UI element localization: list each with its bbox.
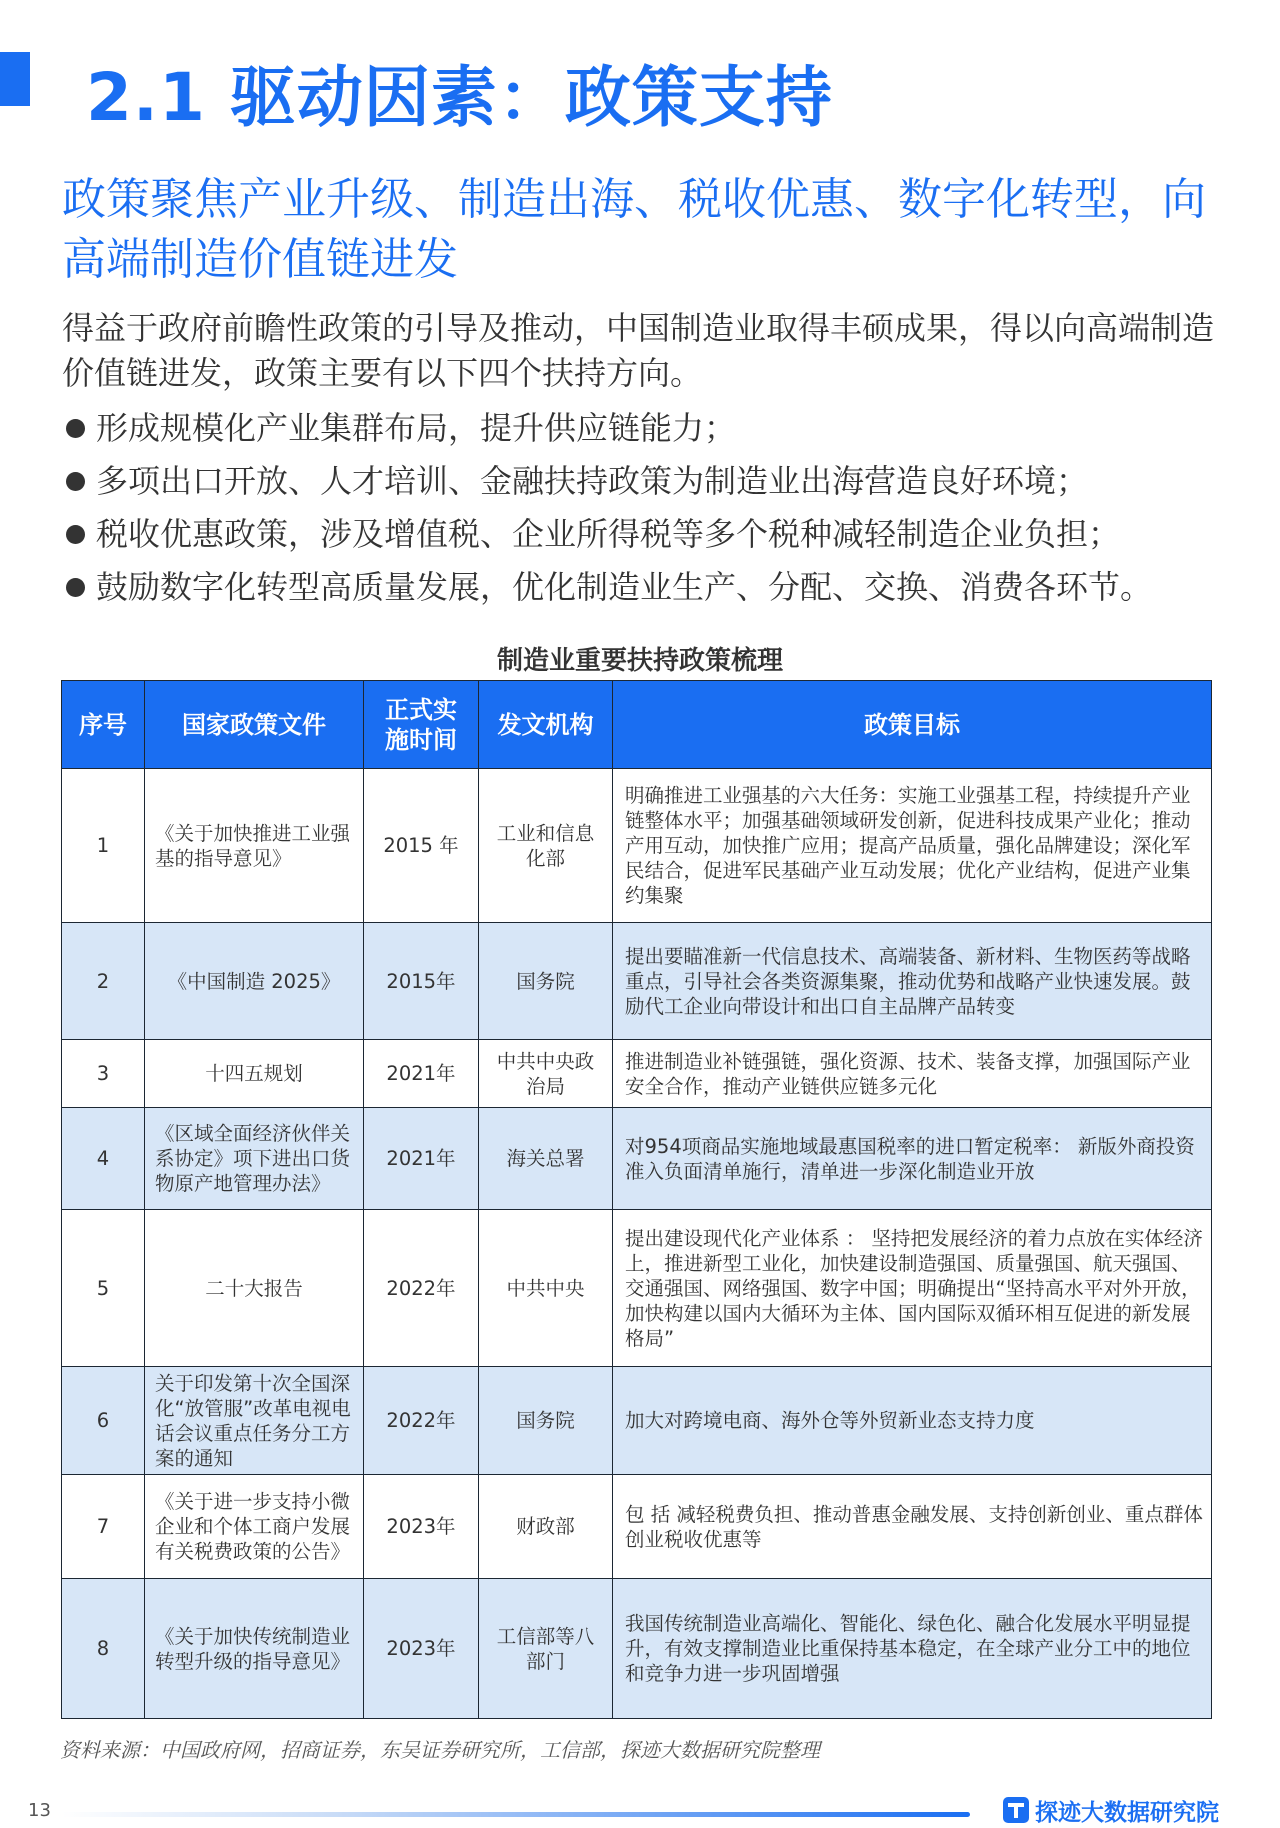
- cell-org: 工信部等八部门: [479, 1579, 613, 1719]
- page-number: 13: [28, 1800, 51, 1821]
- bullet-dot-icon: [66, 472, 85, 491]
- cell-no: 3: [62, 1040, 145, 1108]
- table-row: [62, 1367, 1212, 1475]
- policy-table: [61, 680, 1212, 1719]
- table-row: [62, 1210, 1212, 1367]
- brand-logo-icon: [1003, 1797, 1029, 1823]
- cell-goal: 提出建设现代化产业体系 ： 坚持把发展经济的着力点放在实体经济上，推进新型工业化，加快建设制造强国、质量强国、航天强国、交通强国、网络强国、数字中国；明确提出“坚持高水平对外开放，加快构建以国内大循环为主体、国内国际双循环相互促进的新发展格局”: [613, 1210, 1212, 1367]
- cell-no: 1: [62, 769, 145, 923]
- cell-goal: 提出要瞄准新一代信息技术、高端装备、新材料、生物医药等战略重点，引导社会各类资源集聚，推动优势和战略产业快速发展。鼓励代工企业向带设计和出口自主品牌产品转变: [613, 923, 1212, 1040]
- cell-date: 2023年: [364, 1475, 479, 1579]
- table-row: [62, 923, 1212, 1040]
- table-header-row: [62, 681, 1212, 769]
- header-doc: 国家政策文件: [145, 681, 364, 769]
- cell-doc: 《关于加快推进工业强基的指导意见》: [145, 769, 364, 923]
- bullet-item: [62, 567, 1262, 620]
- cell-date: 2023年: [364, 1579, 479, 1719]
- cell-no: 4: [62, 1108, 145, 1210]
- cell-date: 2022年: [364, 1210, 479, 1367]
- cell-doc: 十四五规划: [145, 1040, 364, 1108]
- cell-date: 2022年: [364, 1367, 479, 1475]
- table-row: [62, 1475, 1212, 1579]
- bullet-text: 形成规模化产业集群布局，提升供应链能力；: [96, 409, 737, 447]
- cell-org: 海关总署: [479, 1108, 613, 1210]
- brand-name: 探迹大数据研究院: [1035, 1799, 1219, 1826]
- bullet-text: 多项出口开放、人才培训、金融扶持政策为制造业出海营造良好环境；: [96, 462, 1089, 500]
- bullet-item: [62, 408, 1262, 461]
- cell-doc: 关于印发第十次全国深化“放管服”改革电视电话会议重点任务分工方案的通知: [145, 1367, 364, 1475]
- source-note: 资料来源：中国政府网，招商证券，东吴证券研究所，工信部，探迹大数据研究院整理: [60, 1738, 820, 1762]
- bullet-list: [62, 408, 1262, 620]
- cell-goal: 明确推进工业强基的六大任务：实施工业强基工程，持续提升产业链整体水平；加强基础领域研发创新，促进科技成果产业化；推动产用互动，加快推广应用；提高产品质量，强化品牌建设；深化军民结合，促进军民基础产业互动发展；优化产业结构，促进产业集约集聚: [613, 769, 1212, 923]
- cell-date: 2015年: [364, 923, 479, 1040]
- page-title: 2.1 驱动因素：政策支持: [86, 59, 833, 136]
- cell-no: 2: [62, 923, 145, 1040]
- intro-paragraph: 得益于政府前瞻性政策的引导及推动，中国制造业取得丰硕成果，得以向高端制造价值链进发，政策主要有以下四个扶持方向。: [62, 309, 1215, 392]
- cell-org: 国务院: [479, 1367, 613, 1475]
- header-date-label: 正式实施时间: [385, 695, 457, 754]
- cell-goal: 加大对跨境电商、海外仓等外贸新业态支持力度: [613, 1367, 1212, 1475]
- cell-date: 2021年: [364, 1108, 479, 1210]
- cell-doc: 二十大报告: [145, 1210, 364, 1367]
- cell-goal: 我国传统制造业高端化、智能化、绿色化、融合化发展水平明显提升，有效支撑制造业比重保持基本稳定，在全球产业分工中的地位和竞争力进一步巩固增强: [613, 1579, 1212, 1719]
- header-goal: 政策目标: [613, 681, 1212, 769]
- cell-goal: 对954项商品实施地域最惠国税率的进口暂定税率： 新版外商投资准入负面清单施行，清单进一步深化制造业开放: [613, 1108, 1212, 1210]
- cell-goal: 推进制造业补链强链，强化资源、技术、装备支撑，加强国际产业安全合作，推动产业链供应链多元化: [613, 1040, 1212, 1108]
- table-row: [62, 1579, 1212, 1719]
- bullet-text: 鼓励数字化转型高质量发展，优化制造业生产、分配、交换、消费各环节。: [96, 568, 1153, 606]
- cell-no: 8: [62, 1579, 145, 1719]
- title-accent-bar: [0, 52, 30, 106]
- cell-doc: 《关于加快传统制造业转型升级的指导意见》: [145, 1579, 364, 1719]
- cell-doc: 《区域全面经济伙伴关系协定》项下进出口货物原产地管理办法》: [145, 1108, 364, 1210]
- brand-mark: [1003, 1795, 1219, 1825]
- cell-no: 6: [62, 1367, 145, 1475]
- cell-date: 2021年: [364, 1040, 479, 1108]
- table-row: [62, 1108, 1212, 1210]
- cell-date: 2015 年: [364, 769, 479, 923]
- cell-org: 中共中央政治局: [479, 1040, 613, 1108]
- table-row: [62, 1040, 1212, 1108]
- bullet-text: 税收优惠政策，涉及增值税、企业所得税等多个税种减轻制造企业负担；: [96, 515, 1121, 553]
- table-row: [62, 769, 1212, 923]
- cell-no: 7: [62, 1475, 145, 1579]
- bullet-dot-icon: [66, 578, 85, 597]
- cell-no: 5: [62, 1210, 145, 1367]
- cell-goal: 包 括 减轻税费负担、推动普惠金融发展、支持创新创业、重点群体创业税收优惠等: [613, 1475, 1212, 1579]
- bullet-dot-icon: [66, 419, 85, 438]
- cell-org: 国务院: [479, 923, 613, 1040]
- cell-org: 工业和信息化部: [479, 769, 613, 923]
- cell-doc: 《中国制造 2025》: [145, 923, 364, 1040]
- cell-org: 财政部: [479, 1475, 613, 1579]
- table-caption: 制造业重要扶持政策梳理: [496, 646, 783, 676]
- header-date: [364, 681, 479, 769]
- header-org: 发文机构: [479, 681, 613, 769]
- page-subtitle: 政策聚焦产业升级、制造出海、税收优惠、数字化转型，向高端制造价值链进发: [62, 174, 1206, 285]
- footer-divider: [62, 1812, 970, 1817]
- header-no: 序号: [62, 681, 145, 769]
- bullet-item: [62, 514, 1262, 567]
- cell-org: 中共中央: [479, 1210, 613, 1367]
- bullet-item: [62, 461, 1262, 514]
- bullet-dot-icon: [66, 525, 85, 544]
- cell-doc: 《关于进一步支持小微企业和个体工商户发展有关税费政策的公告》: [145, 1475, 364, 1579]
